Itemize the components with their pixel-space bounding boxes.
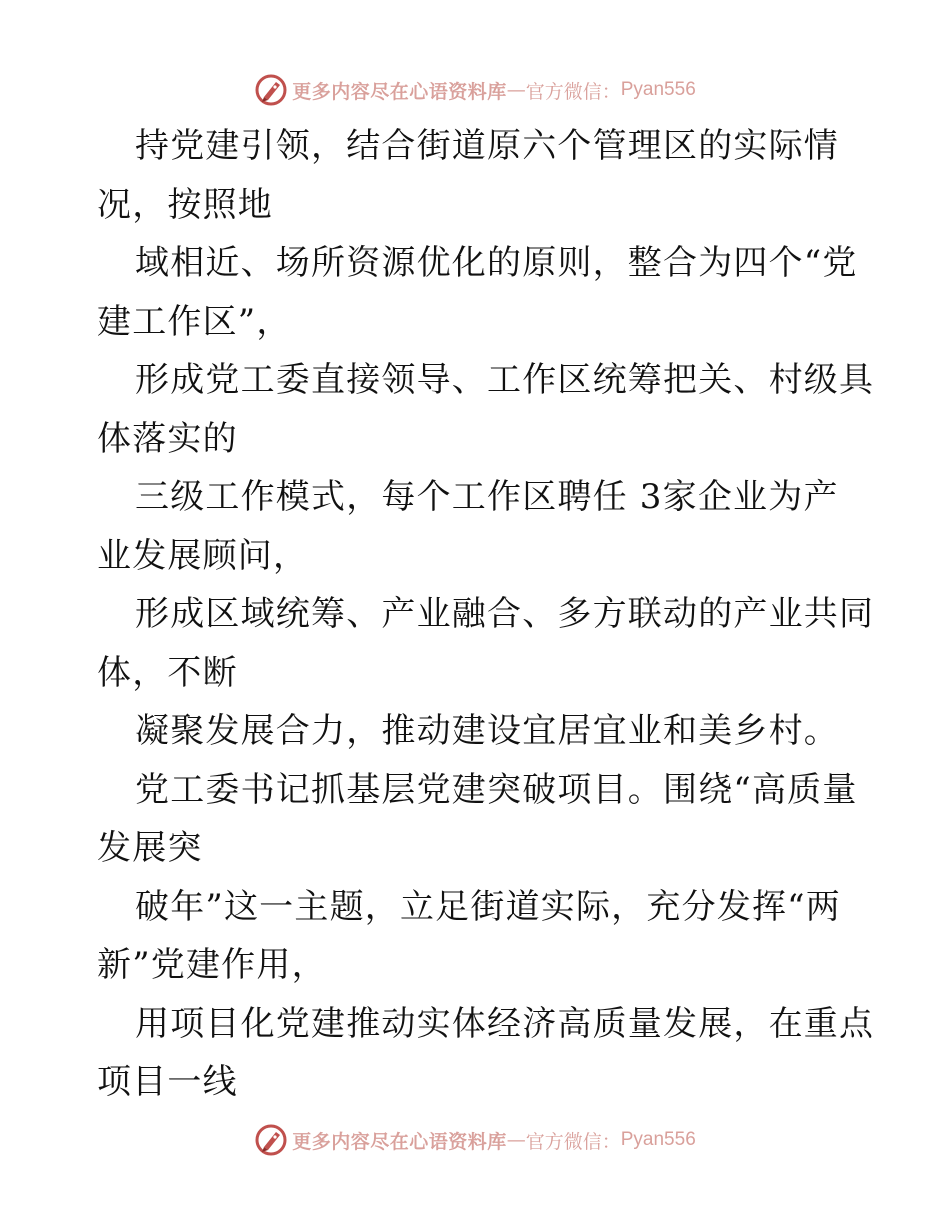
text-line: 项目一线 bbox=[97, 1062, 238, 1102]
text-line: 党工委书记抓基层党建突破项目。围绕“高质量 bbox=[135, 769, 858, 810]
text-line: 建工作区”， bbox=[97, 301, 292, 342]
pen-logo-icon bbox=[254, 73, 288, 107]
text-line: 域相近、场所资源优化的原则，整合为四个“党 bbox=[135, 243, 858, 283]
document-body bbox=[97, 117, 875, 1112]
text-line: 破年”这一主题，立足街道实际，充分发挥“两 bbox=[135, 886, 841, 927]
text-line: 体落实的 bbox=[97, 418, 238, 459]
wechat-id: Pyan556 bbox=[620, 1129, 696, 1150]
footer-banner bbox=[0, 1120, 950, 1160]
text-line: 体，不断 bbox=[97, 652, 238, 693]
text-line: 况，按照地 bbox=[97, 184, 273, 225]
text-line: 形成区域统筹、产业融合、多方联动的产业共同 bbox=[135, 594, 875, 634]
pen-logo-icon bbox=[254, 1123, 288, 1157]
banner-text: 更多内容尽在心语资料库 bbox=[292, 1130, 507, 1153]
text-line: 用项目化党建推动实体经济高质量发展，在重点 bbox=[135, 1003, 875, 1044]
text-line: 持党建引领，结合街道原六个管理区的实际情 bbox=[135, 126, 839, 166]
text-line: 发展突 bbox=[97, 828, 203, 868]
text-line: 形成党工委直接领导、工作区统筹把关、村级具 bbox=[135, 360, 875, 400]
text-line: 业发展顾问， bbox=[97, 535, 309, 576]
wechat-label: 官方微信： bbox=[525, 1130, 621, 1153]
text-line: 新”党建作用， bbox=[97, 945, 327, 985]
header-banner bbox=[0, 70, 950, 110]
text-line: 三级工作模式，每个工作区聘任 3家企业为产 bbox=[135, 477, 839, 517]
text-line: 凝聚发展合力，推动建设宜居宜业和美乡村。 bbox=[135, 711, 839, 751]
wechat-label: 官方微信： bbox=[525, 80, 621, 103]
banner-text: 更多内容尽在心语资料库 bbox=[292, 80, 507, 103]
banner-separator: — bbox=[506, 79, 526, 101]
wechat-id: Pyan556 bbox=[620, 79, 696, 100]
banner-separator: — bbox=[506, 1129, 526, 1151]
